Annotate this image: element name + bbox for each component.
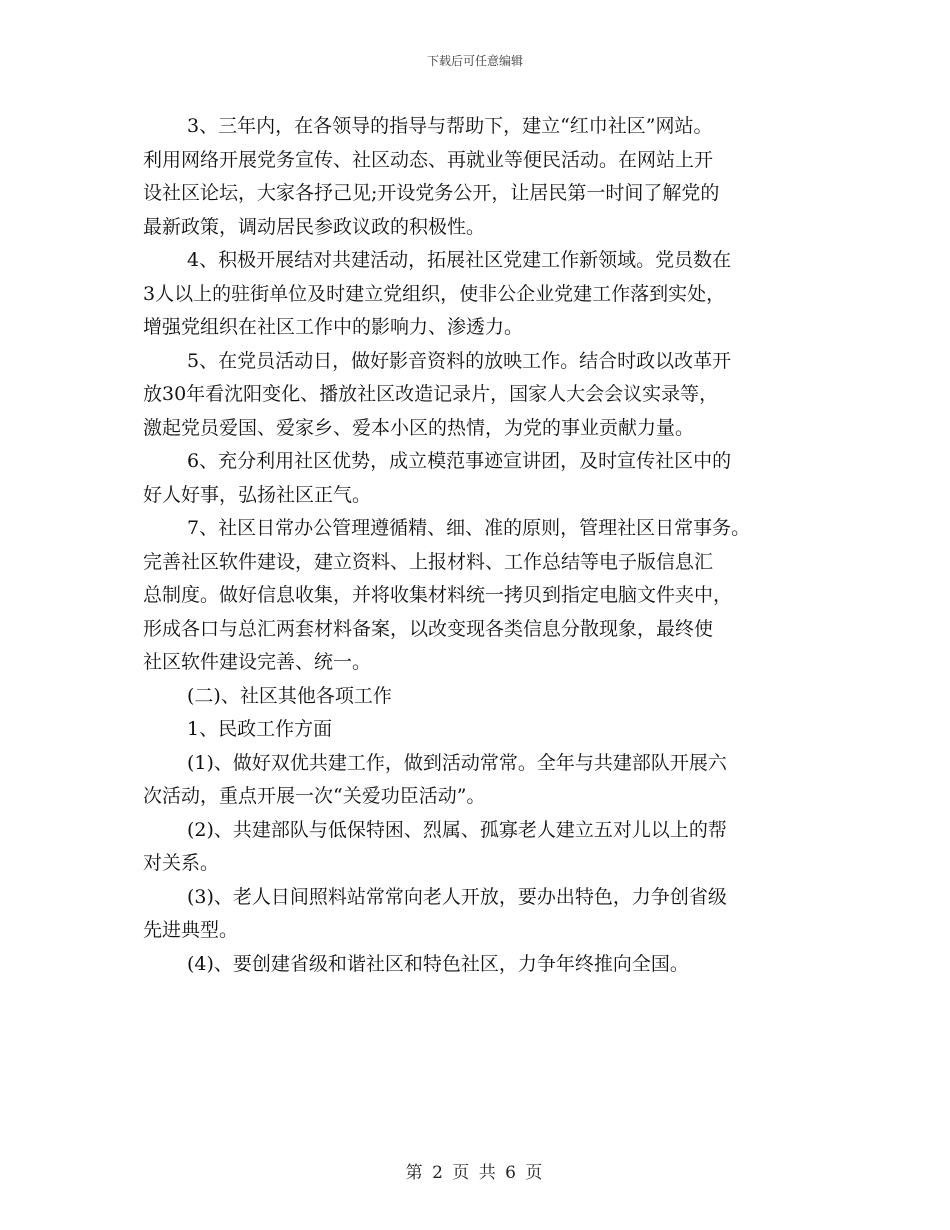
paragraph-item-3 — [143, 110, 815, 244]
paragraph-item-5 — [143, 345, 815, 446]
text-line: 7、社区日常办公管理遵循精、细、准的原则，管理社区日常事务。 — [187, 517, 751, 539]
paragraph-item-6 — [143, 445, 815, 512]
text-line: 好人好事，弘扬社区正气。 — [143, 483, 372, 506]
text-line: 次活动，重点开展一次“关爱功臣活动”。 — [143, 785, 486, 807]
document-body — [143, 110, 815, 981]
text-line: 5、在党员活动日，做好影音资料的放映工作。结合时政以改革开 — [187, 349, 732, 372]
text-line: 形成各口与总汇两套材料备案，以改变现各类信息分散现象，最终使 — [143, 617, 714, 640]
paragraph-subitem-2 — [143, 814, 815, 881]
text-line: 激起党员爱国、爱家乡、爱本小区的热情，为党的事业贡献力量。 — [143, 416, 695, 439]
text-line: 完善社区软件建设，建立资料、上报材料、工作总结等电子版信息汇 — [143, 550, 714, 573]
text-line: 设社区论坛，大家各抒己见;开设党务公开，让居民第一时间了解党的 — [143, 182, 720, 204]
subsection-heading — [143, 713, 815, 747]
text-line: 6、充分利用社区优势，成立模范事迹宣讲团，及时宣传社区中的 — [187, 450, 732, 472]
text-line: 对关系。 — [143, 852, 220, 874]
paragraph-item-4 — [143, 244, 815, 345]
text-line: 最新政策，调动居民参政议政的积极性。 — [143, 215, 486, 238]
page-header: 下载后可任意编辑 — [426, 54, 523, 68]
text-line: 4、积极开展结对共建活动，拓展社区党建工作新领域。党员数在 — [187, 249, 732, 271]
text-line: 增强党组织在社区工作中的影响力、渗透力。 — [143, 316, 524, 338]
text-line: (1)、做好双优共建工作，做到活动常常。全年与共建部队开展六 — [187, 751, 727, 774]
text-line: 先进典型。 — [143, 919, 239, 941]
text-line: 放30年看沈阳变化、播放社区改造记录片，国家人大会会议实录等， — [143, 383, 719, 405]
page-number-footer: 第 2 页 共 6 页 — [405, 1163, 545, 1183]
text-line: 社区软件建设完善、统一。 — [143, 651, 372, 673]
paragraph-subitem-4 — [143, 948, 815, 982]
text-line: (二)、社区其他各项工作 — [187, 684, 392, 707]
paragraph-item-7 — [143, 512, 815, 680]
text-line: 3人以上的驻街单位及时建立党组织，使非公企业党建工作落到实处， — [143, 282, 726, 305]
text-line: 1、民政工作方面 — [187, 718, 333, 740]
text-line: (3)、老人日间照料站常常向老人开放，要办出特色，力争创省级 — [187, 885, 727, 908]
section-heading — [143, 680, 815, 714]
text-line: 利用网络开展党务宣传、社区动态、再就业等便民活动。在网站上开 — [143, 148, 714, 171]
text-line: 3、三年内，在各领导的指导与帮助下，建立“红巾社区”网站。 — [187, 115, 713, 137]
text-line: 总制度。做好信息收集，并将收集材料统一拷贝到指定电脑文件夹中， — [143, 584, 733, 606]
paragraph-subitem-3 — [143, 881, 815, 948]
text-line: (4)、要创建省级和谐社区和特色社区，力争年终推向全国。 — [187, 952, 689, 975]
paragraph-subitem-1 — [143, 747, 815, 814]
text-line: (2)、共建部队与低保特困、烈属、孤寡老人建立五对儿以上的帮 — [187, 818, 727, 841]
